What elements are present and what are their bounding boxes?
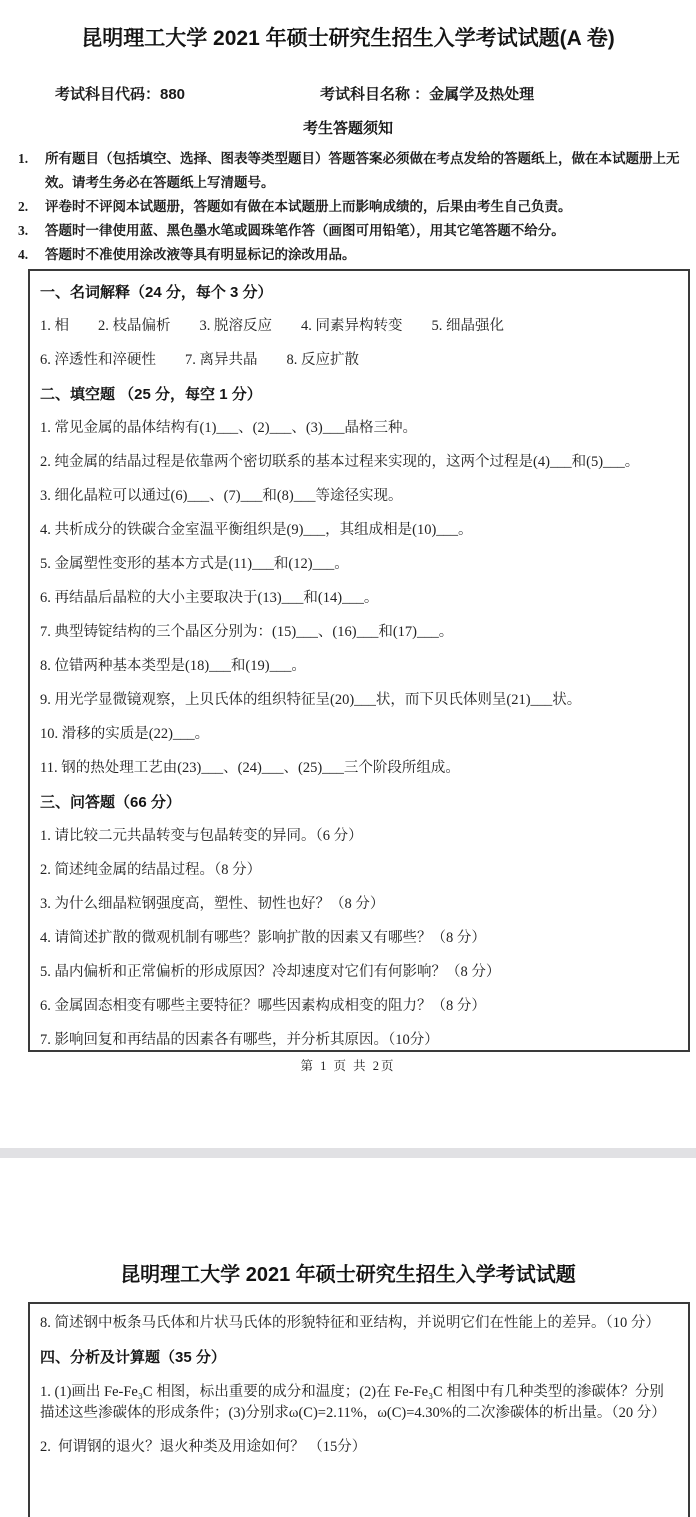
calc-question-item: 2. 何谓钢的退火？退火种类及用途如何？ （15分） xyxy=(40,1439,367,1455)
fill-blank-item: 11. 钢的热处理工艺由(23)___、(24)___、(25)___三个阶段所组成。 xyxy=(40,760,460,776)
notice-item-number: 3. xyxy=(18,223,29,238)
notice-item xyxy=(18,195,690,219)
notice-item-text: 答题时一律使用蓝、黑色墨水笔或圆珠笔作答（画图可用铅笔），用其它笔答题不给分。 xyxy=(45,223,565,238)
essay-question-item: 6. 金属固态相变有哪些主要特征？哪些因素构成相变的阻力？（8 分） xyxy=(40,998,486,1014)
essay-question-item: 2. 简述纯金属的结晶过程。（8 分） xyxy=(40,862,262,878)
essay-question-item: 8. 简述钢中板条马氏体和片状马氏体的形貌特征和亚结构，并说明它们在性能上的差异。（10 分） xyxy=(40,1315,660,1331)
fill-blank-item: 9. 用光学显微镜观察，上贝氏体的组织特征呈(20)___状，而下贝氏体则呈(21)___状。 xyxy=(40,692,582,708)
exam-page-2 xyxy=(0,1158,696,1517)
notice-item-text: 答题时不准使用涂改液等具有明显标记的涂改用品。 xyxy=(45,247,356,262)
essay-question-item: 1. 请比较二元共晶转变与包晶转变的异同。（6 分） xyxy=(40,828,363,844)
notice-item xyxy=(18,219,690,243)
fill-blank-item: 7. 典型铸锭结构的三个晶区分别为：(15)___、(16)___和(17)___。 xyxy=(40,624,454,640)
notice-item-text: 所有题目（包括填空、选择、图表等类型题目）答题答案必须做在考点发给的答题纸上，做在本试题册上无效。请考生务必在答题纸上写清题号。 xyxy=(45,151,680,190)
question-box-page2 xyxy=(28,1302,690,1517)
subject-row xyxy=(0,83,696,103)
notice-item-number: 1. xyxy=(18,151,29,166)
subject-name: 考试科目名称 ：金属学及热处理 xyxy=(320,86,535,103)
fill-blank-item: 1. 常见金属的晶体结构有(1)___、(2)___、(3)___晶格三种。 xyxy=(40,420,417,436)
fill-blank-item: 6. 再结晶后晶粒的大小主要取决于(13)___和(14)___。 xyxy=(40,590,379,606)
section-1-heading: 一、名词解释（24 分，每个 3 分） xyxy=(40,284,273,301)
exam-title: 昆明理工大学 2021 年硕士研究生招生入学考试试题(A 卷) xyxy=(81,27,615,50)
page-number-footer: 第 1 页 共 2页 xyxy=(300,1059,396,1073)
section-2-heading: 二、填空题 （25 分，每空 1 分） xyxy=(40,386,262,403)
page-separator xyxy=(0,1148,696,1158)
fill-blank-item: 3. 细化晶粒可以通过(6)___、(7)___和(8)___等途径实现。 xyxy=(40,488,403,504)
essay-question-item: 7. 影响回复和再结晶的因素各有哪些，并分析其原因。（10分） xyxy=(40,1032,439,1048)
fill-blank-item: 2. 纯金属的结晶过程是依靠两个密切联系的基本过程来实现的，这两个过程是(4)___和(5)___。 xyxy=(40,454,640,470)
fill-blank-item: 8. 位错两种基本类型是(18)___和(19)___。 xyxy=(40,658,306,674)
fill-blank-item: 10. 滑移的实质是(22)___。 xyxy=(40,726,210,742)
notice-item xyxy=(18,147,690,195)
fill-blank-item: 5. 金属塑性变形的基本方式是(11)___和(12)___。 xyxy=(40,556,349,572)
fill-blank-item: 4. 共析成分的铁碳合金室温平衡组织是(9)___，其组成相是(10)___。 xyxy=(40,522,473,538)
subject-code: 考试科目代码：880 xyxy=(55,86,186,103)
exam-title-page2: 昆明理工大学 2021 年硕士研究生招生入学考试试题 xyxy=(120,1264,576,1286)
term-list-row: 1. 相 2. 枝晶偏析 3. 脱溶反应 4. 同素异构转变 5. 细晶强化 xyxy=(40,318,504,334)
section-4-heading: 四、分析及计算题（35 分） xyxy=(40,1349,226,1366)
notice-list xyxy=(18,147,690,267)
question-box-page1 xyxy=(28,269,690,1052)
essay-question-item: 5. 晶内偏析和正常偏析的形成原因？冷却速度对它们有何影响？（8 分） xyxy=(40,964,501,980)
term-list-row: 6. 淬透性和淬硬性 7. 离异共晶 8. 反应扩散 xyxy=(40,352,359,368)
notice-item-number: 2. xyxy=(18,199,29,214)
notice-item-text: 评卷时不评阅本试题册，答题如有做在本试题册上而影响成绩的，后果由考生自己负责。 xyxy=(45,199,572,214)
essay-question-item: 4. 请简述扩散的微观机制有哪些？影响扩散的因素又有哪些？（8 分） xyxy=(40,930,486,946)
essay-question-item: 3. 为什么细晶粒钢强度高，塑性、韧性也好？（8 分） xyxy=(40,896,385,912)
notice-item-number: 4. xyxy=(18,247,29,262)
notice-title: 考生答题须知 xyxy=(302,120,393,137)
section-3-heading: 三、问答题（66 分） xyxy=(40,794,181,811)
calc-question-item: 1. (1)画出 Fe-Fe₃C 相图，标出重要的成分和温度；(2)在 Fe-Fe₃C 相图中有几种类型的渗碳体？分别描述这些渗碳体的形成条件；(3)分别求ω(C)=2.11%，ω(C)=4.30%的二次渗碳体的析出量。（20 分） xyxy=(40,1384,666,1421)
notice-item xyxy=(18,243,690,267)
